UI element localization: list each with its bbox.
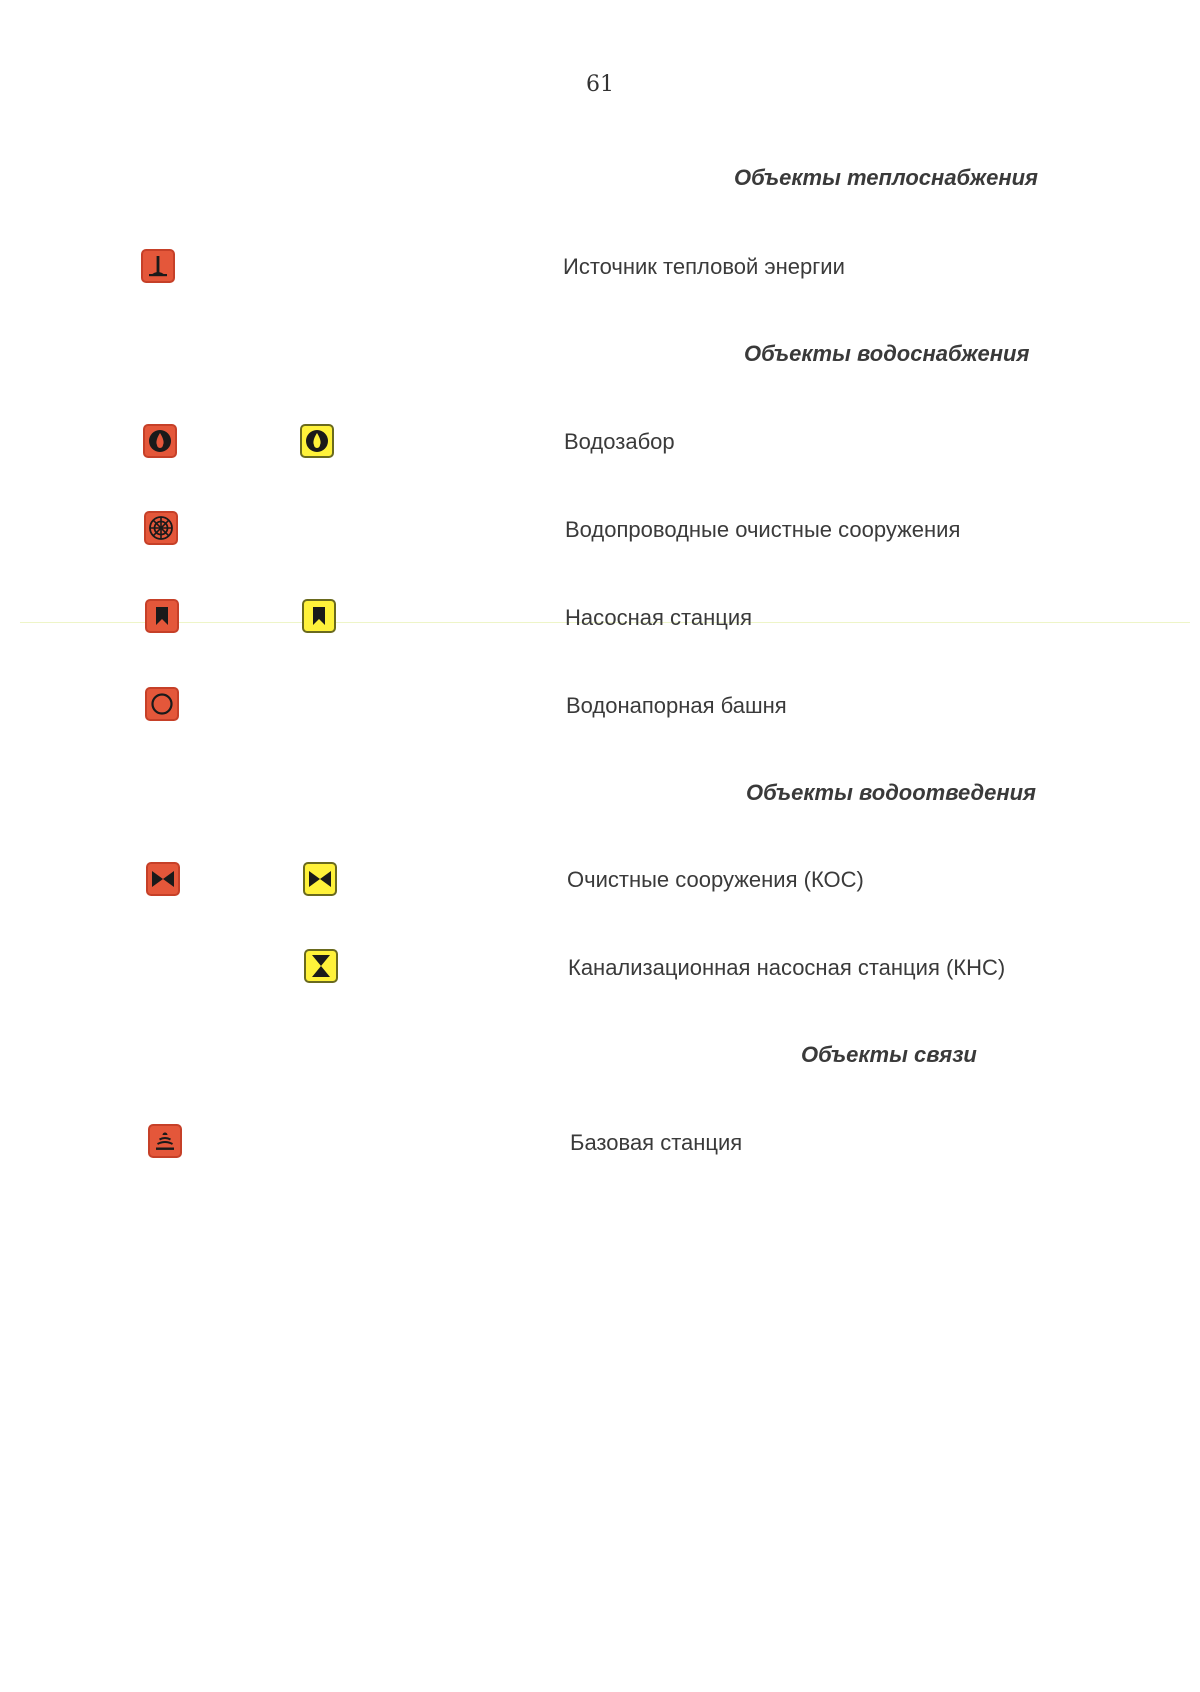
label-water-treatment: Водопроводные очистные сооружения (565, 517, 961, 542)
label-water-intake: Водозабор (564, 429, 675, 454)
section-heading-heat-supply: Объекты теплоснабжения (734, 165, 1039, 190)
sewage-treatment-yellow-icon (303, 862, 337, 896)
label-sewage-treatment: Очистные сооружения (КОС) (567, 867, 864, 892)
section-heading-sewerage: Объекты водоотведения (746, 780, 1036, 805)
water-treatment-icon (144, 511, 178, 545)
label-base-station: Базовая станция (570, 1130, 743, 1155)
label-heat-source: Источник тепловой энергии (563, 254, 845, 279)
base-station-icon (148, 1124, 182, 1158)
pump-station-red-icon (145, 599, 179, 633)
water-intake-red-icon (143, 424, 177, 458)
water-intake-yellow-icon (300, 424, 334, 458)
sewage-treatment-red-icon (146, 862, 180, 896)
section-heading-water-supply: Объекты водоснабжения (744, 341, 1030, 366)
section-heading-communications: Объекты связи (801, 1042, 977, 1067)
water-tower-icon (145, 687, 179, 721)
label-pump-station: Насосная станция (565, 605, 753, 630)
page-number: 61 (586, 72, 614, 97)
label-sewer-pump-station: Канализационная насосная станция (КНС) (568, 955, 1006, 980)
heat-source-icon (141, 249, 175, 283)
label-water-tower: Водонапорная башня (566, 693, 787, 718)
pump-station-yellow-icon (302, 599, 336, 633)
sewer-pump-station-icon (304, 949, 338, 983)
